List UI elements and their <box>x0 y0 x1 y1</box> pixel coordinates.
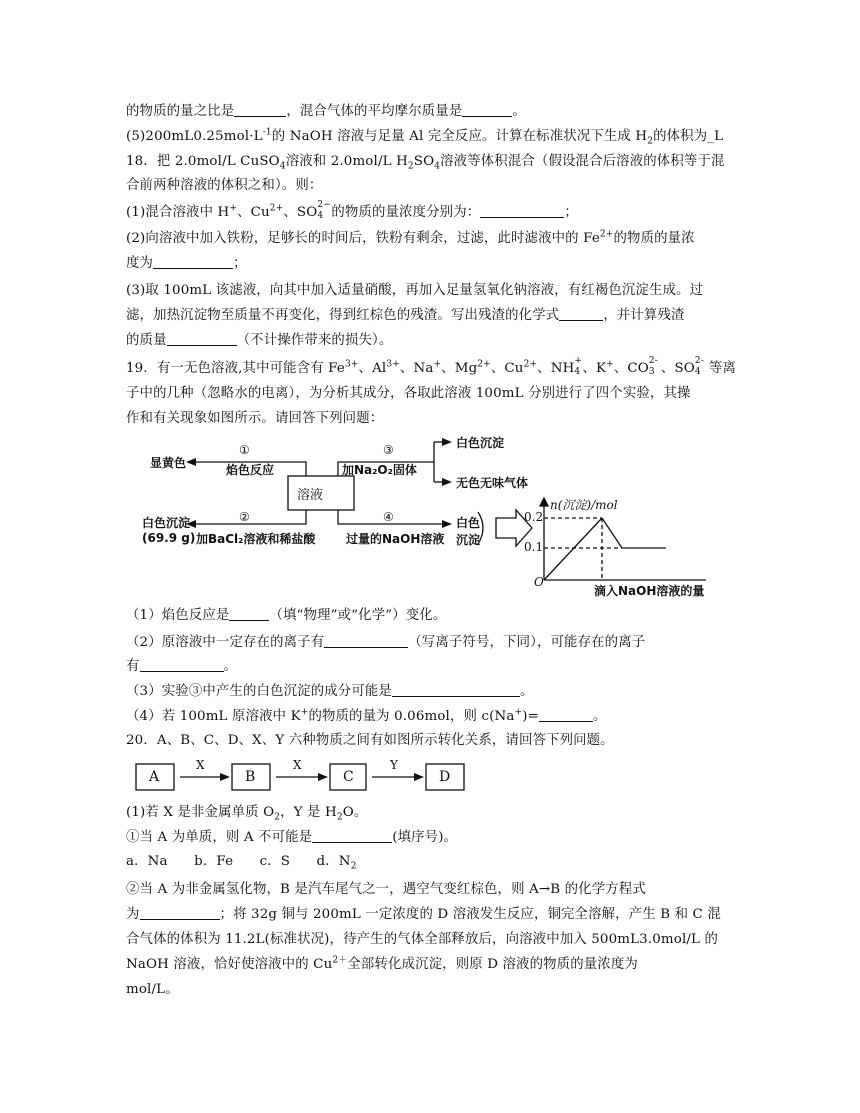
text-line: (1)混合溶液中 H+、$Cu^{2+}$、SO 2− 4 的物质的量浓度分别为： ； <box>126 200 578 221</box>
text-line: 20．A、B、C、D、X、Y 六种物质之间有如图所示转化关系，请回答下列问题。 <box>126 733 614 748</box>
step-3-number: ③ <box>383 443 394 457</box>
step-2-number: ② <box>239 510 250 524</box>
result-4a: 白色 <box>456 516 481 530</box>
conversion-chain-diagram <box>134 760 474 796</box>
text-line: 19．有一无色溶液,其中可能含有 $Fe^{3+}$、$Al^{3+}$、Na+、$Mg^{2+}$、$Cu^{2+}$、NH + 4 、K+、CO 2- 3 、SO 2- 4 等离 <box>126 356 736 377</box>
result-3b: 无色无味气体 <box>456 476 529 490</box>
text-line: (2)向溶液中加入铁粉，足够长的时间后，铁粉有剩余，过滤，此时滤液中的 $Fe^{2+}$的物质的量浓 <box>126 229 695 246</box>
chart-line-fall <box>602 518 622 548</box>
text-line: 作和有关现象如图所示。请回答下列问题： <box>126 411 384 426</box>
text-line: 的物质的量之比是 ，混合气体的平均摩尔质量是 。 <box>126 104 526 119</box>
text-line: a．Na b．Fe c．S d．$N_2$ <box>126 854 357 872</box>
text-line: ②当 A 为非金属氢化物，B 是汽车尾气之一，遇空气变红棕色，则 A→B 的化学方程式 <box>126 882 646 897</box>
step-3-label: 加Na₂O₂固体 <box>342 463 417 477</box>
label-A: A <box>149 769 160 785</box>
text-line: (1)若 X 是非金属单质 $O_2$，Y 是 $H_2O$。 <box>126 805 368 823</box>
result-4b: 沉淀 <box>456 533 481 547</box>
text-line: 滤，加热沉淀物至质量不再变化，得到红棕色的残渣。写出残渣的化学式 ，并计算残渣 <box>126 308 685 323</box>
chart-line-rise <box>544 518 602 580</box>
text-line: 合气体的体积为 11.2L(标准状况)，待产生的气体全部释放后，向溶液中加入 500mL3.0mol/L 的 <box>126 932 719 947</box>
text-line: （1）焰色反应是 （填“物理”或“化学”）变化。 <box>126 608 447 623</box>
text-line: 度为 ； <box>126 256 247 271</box>
text-line: NaOH 溶液，恰好使溶液中的 $Cu^{2+}$全部转化成沉淀，则原 D 溶液的物质的量浓度为 <box>126 955 638 972</box>
arrow-2 <box>194 510 306 524</box>
text-line: （3）实验③中产生的白色沉淀的成分可能是 。 <box>126 684 534 699</box>
text-line: 18．把 2.0mol/L CuSO$_4$溶液和 2.0mol/L $H_2SO_4$溶液等体积混合（假设混合后溶液的体积等于混 <box>126 154 725 172</box>
experiment-flow-diagram <box>126 436 746 604</box>
text-line: (3)取 100mL 该滤液，向其中加入适量硝酸，再加入足量氢氧化钠溶液，有红褐色沉淀生成。过 <box>126 283 704 298</box>
arrow-label-X1: X <box>196 758 205 772</box>
result-2b: (69.9 g) <box>142 531 196 545</box>
chart-origin: O <box>534 575 544 589</box>
chart-xlabel: 滴入NaOH溶液的量 <box>594 584 705 598</box>
arrow-label-Y: Y <box>390 758 398 772</box>
label-C: C <box>343 769 354 785</box>
text-line: 有 。 <box>126 659 238 674</box>
solution-label: 溶液 <box>297 488 324 503</box>
arrow-label-X2: X <box>293 758 302 772</box>
text-line: $(5)200mL0.25mol\cdot L^{-1}$的 NaOH 溶液与足量 Al 完全反应。计算在标准状况下生成 $H_2$的体积为_L <box>126 127 724 147</box>
result-1: 显黄色 <box>150 456 187 470</box>
label-B: B <box>245 769 256 785</box>
text-line: 为 ；将 32g 铜与 200mL 一定浓度的 D 溶液发生反应，铜完全溶解，产生 B 和 C 混 <box>126 907 721 922</box>
result-2a: 白色沉淀 <box>142 516 191 530</box>
step-1-number: ① <box>239 443 250 457</box>
text-line: （4）若 100mL 原溶液中 K+的物质的量为 0.06mol，则 c(Na+)= 。 <box>126 707 607 724</box>
text-line: ①当 A 为单质，则 A 不可能是 (填序号)。 <box>126 830 458 845</box>
result-3a: 白色沉淀 <box>456 436 505 450</box>
chart-ytick-0.1: 0.1 <box>524 540 544 554</box>
text-line: 的质量 （不计操作带来的损失）。 <box>126 333 393 348</box>
text-line: mol/L。 <box>126 982 179 997</box>
text-line: 子中的几种（忽略水的电离），为分析其成分，各取此溶液 100mL 分别进行了四个实验，其操 <box>126 386 691 401</box>
text-line: （2）原溶液中一定存在的离子有 （写离子符号，下同），可能存在的离子 <box>126 635 646 650</box>
text-line: 合前两种溶液的体积之和）。则： <box>126 178 323 193</box>
step-4-label: 过量的NaOH溶液 <box>346 532 445 546</box>
step-2-label: 加BaCl₂溶液和稀盐酸 <box>196 532 316 546</box>
step-1-label: 焰色反应 <box>226 463 275 477</box>
step-4-number: ④ <box>383 510 394 524</box>
chart-ylabel: n(沉淀)/mol <box>550 498 618 512</box>
chart-ytick-0.2: 0.2 <box>524 510 544 524</box>
label-D: D <box>439 769 451 785</box>
